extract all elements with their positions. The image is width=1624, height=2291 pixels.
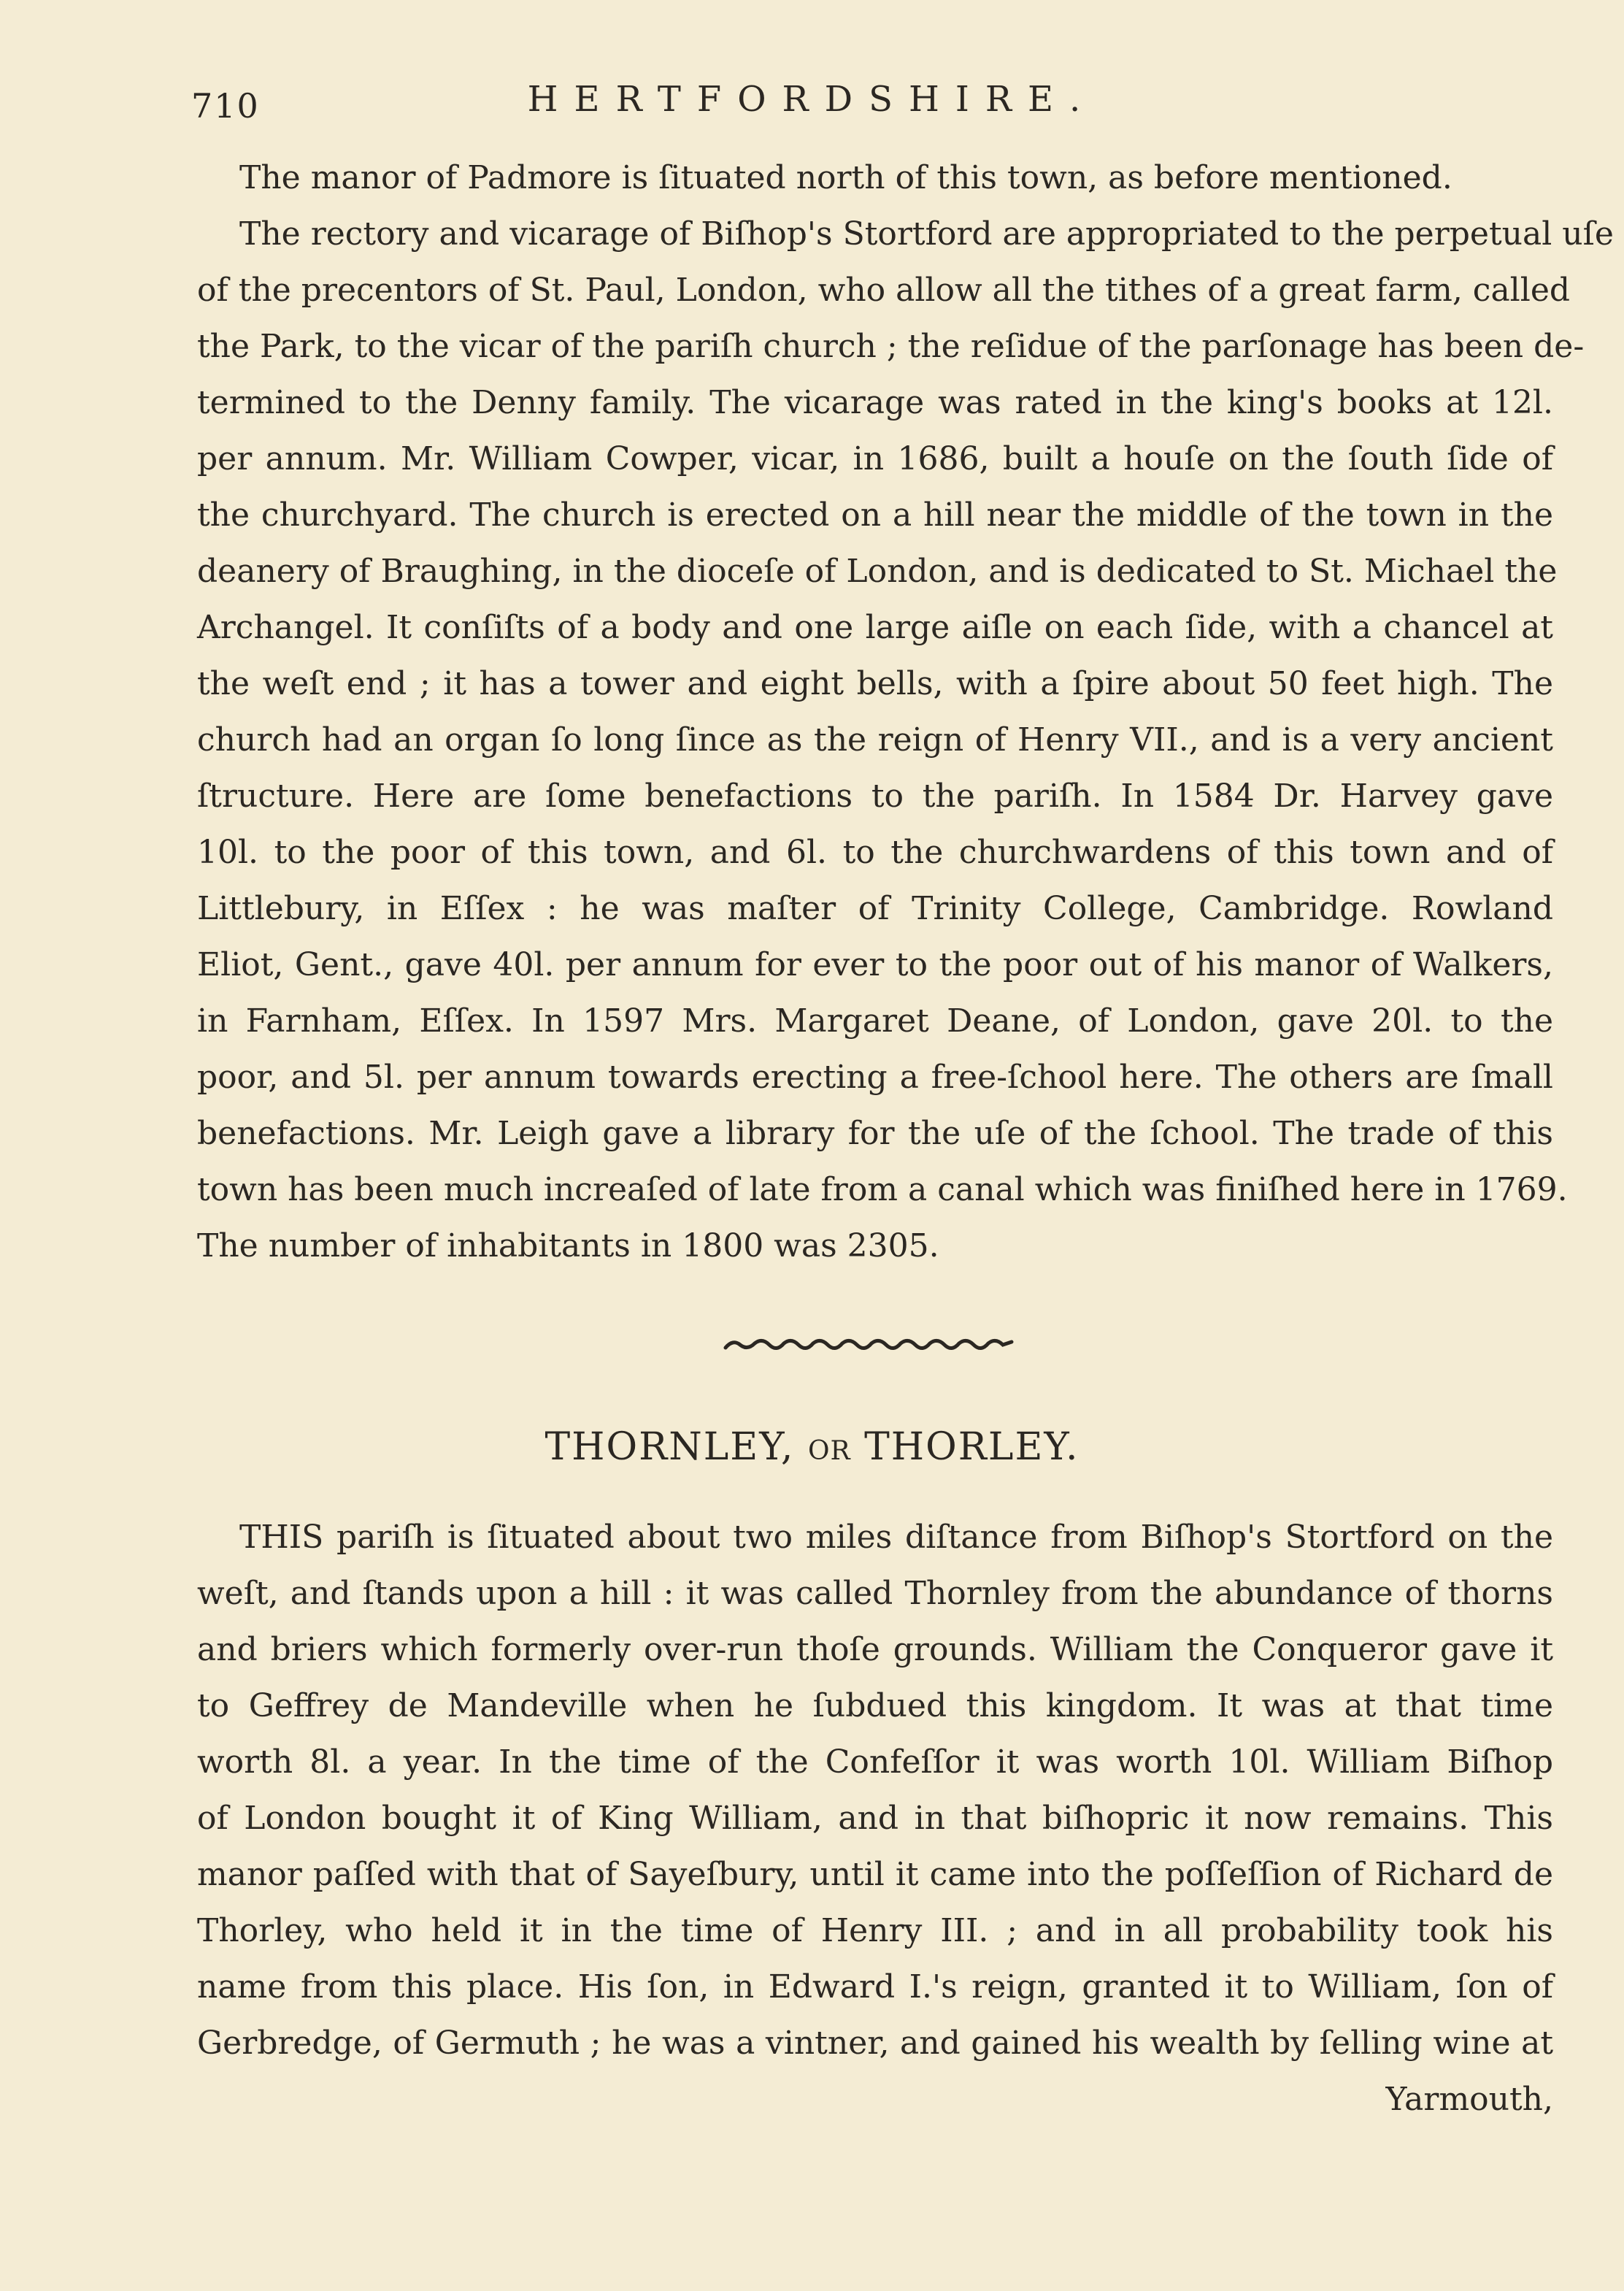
text-line: Littlebury, in Eſſex : he was maſter of Trinity College, Cambridge. Rowland [197,890,1553,927]
text-line: Archangel. It conſiſts of a body and one large aiſle on each ſide, with a chancel at [197,609,1553,646]
text-line: poor, and 5l. per annum towards erecting a free-ſchool here. The others are ſmall [197,1059,1553,1096]
text-line: in Farnham, Eſſex. In 1597 Mrs. Margaret Deane, of London, gave 20l. to the [197,1002,1553,1040]
text-line: town has been much increaſed of late from a canal which was finiſhed here in 1769. [197,1171,1568,1208]
text-line: Eliot, Gent., gave 40l. per annum for ever to the poor out of his manor of Walkers, [197,946,1553,983]
page-number: 710 [191,86,260,126]
text-line: of London bought it of King William, and in that biſhopric it now remains. This [197,1800,1553,1837]
text-line: the Park, to the vicar of the pariſh church ; the reſidue of the parſonage has been de- [197,328,1585,365]
text-line: termined to the Denny family. The vicarage was rated in the king's books at 12l. [197,384,1553,421]
text-line: of the precentors of St. Paul, London, who allow all the tithes of a great farm, called [197,272,1571,309]
text-line: The manor of Padmore is ſituated north of this town, as before mentioned. [239,159,1452,196]
heading-thorley: THORLEY. [864,1425,1080,1469]
text-line: The rectory and vicarage of Biſhop's Stortford are appropriated to the perpetual uſe [239,215,1614,253]
text-line: per annum. Mr. William Cowper, vicar, in 1686, built a houſe on the ſouth ſide of [197,440,1553,477]
text-line: The number of inhabitants in 1800 was 2305. [197,1227,939,1265]
text-line: name from this place. His ſon, in Edward I.'s reign, granted it to William, ſon of [197,1968,1553,2006]
text-line: and briers which formerly over-run thoſe grounds. William the Conqueror gave it [197,1631,1553,1668]
heading-thornley: THORNLEY, [544,1425,795,1469]
text-line: the churchyard. The church is erected on a hill near the middle of the town in the [197,496,1553,534]
text-line: worth 8l. a year. In the time of the Confeſſor it was worth 10l. William Biſhop [197,1743,1553,1781]
section-heading [0,1425,1624,1469]
text-line: deanery of Braughing, in the dioceſe of London, and is dedicated to St. Michael the [197,553,1558,590]
text-line: 10l. to the poor of this town, and 6l. to the churchwardens of this town and of [197,834,1553,871]
text-line: ſtructure. Here are ſome benefactions to the pariſh. In 1584 Dr. Harvey gave [197,778,1553,815]
text-line: THIS pariſh is ſituated about two miles diſtance from Biſhop's Stortford on the [239,1519,1553,1556]
text-line: Gerbredge, of Germuth ; he was a vintner, and gained his wealth by ſelling wine at [197,2025,1553,2062]
text-line: manor paſſed with that of Sayeſbury, until it came into the poſſeſſion of Richard de [197,1856,1553,1893]
running-head: HERTFORDSHIRE. [527,79,1097,120]
text-line: benefactions. Mr. Leigh gave a library for the uſe of the ſchool. The trade of this [197,1115,1553,1152]
catchword: Yarmouth, [1385,2081,1553,2118]
ornament-divider [723,1336,1015,1354]
text-line: weſt, and ſtands upon a hill : it was called Thornley from the abundance of thorns [197,1575,1553,1612]
text-line: Thorley, who held it in the time of Henry III. ; and in all probability took his [197,1912,1553,1949]
text-line: the weſt end ; it has a tower and eight bells, with a ſpire about 50 feet high. The [197,665,1553,702]
text-line: to Geffrey de Mandeville when he ſubdued this kingdom. It was at that time [197,1687,1553,1724]
text-line: church had an organ ſo long ſince as the reign of Henry VII., and is a very ancient [197,721,1553,759]
heading-or: OR [807,1436,851,1466]
